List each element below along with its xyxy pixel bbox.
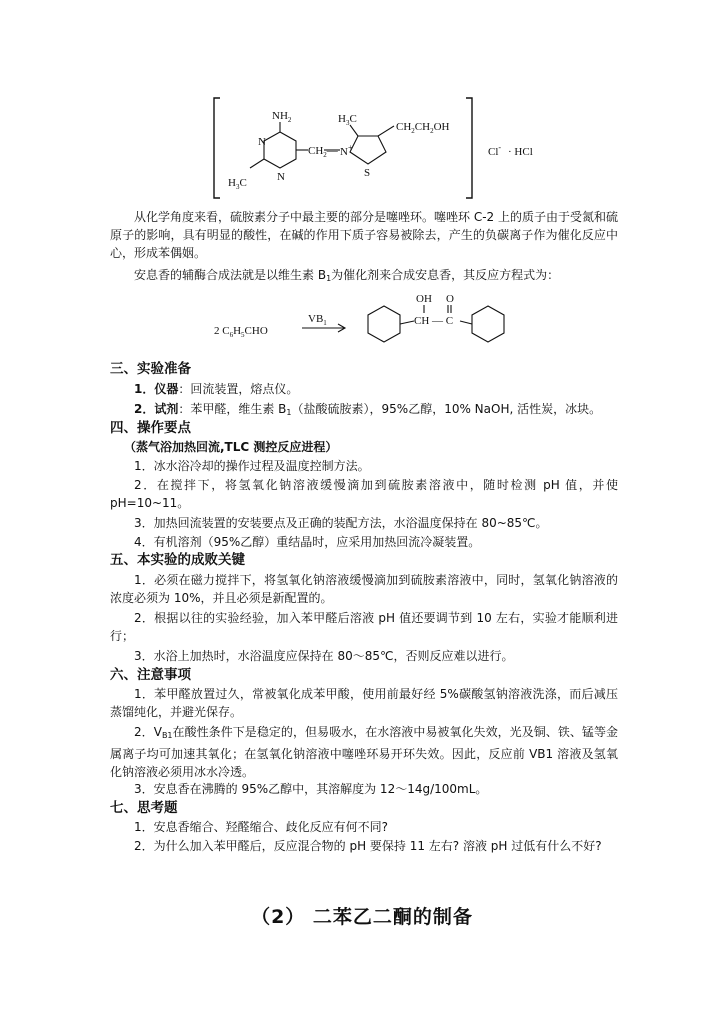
sec4-item-3: 3．加热回流装置的安装要点及正确的装配方法，水浴温度保持在 80~85℃。 — [134, 516, 548, 530]
instruments-label: 1．仪器 — [134, 382, 179, 396]
reagents-post: （盐酸硫胺素），95%乙醇，10% NaOH, 活性炭，冰块。 — [291, 402, 602, 416]
reaction-intro-pre: 安息香的辅酶合成法就是以维生素 B — [134, 268, 327, 282]
sec4-item-4: 4．有机溶剂（95%乙醇）重结晶时，应采用加热回流冷凝装置。 — [134, 535, 481, 549]
reactant-label: 2 $C_6H_5CHO$ — [214, 325, 268, 339]
section-heading-2: （2） 二苯乙二酮的制备 — [251, 906, 473, 928]
chain-label: CH — C — [414, 315, 454, 327]
section-4-title: 四、操作要点 — [110, 420, 191, 436]
sec5-item-2: 2．根据以往的实验经验，加入苯甲醛后溶液 pH 值还要调节到 10 左右，实验才能顺利进行； — [110, 611, 618, 643]
reagents-pre: ：苯甲醛，维生素 B — [178, 402, 287, 416]
instruments-text: ：回流装置，熔点仪。 — [178, 382, 299, 396]
sec7-item-2: 2．为什么加入苯甲醛后，反应混合物的 pH 要保持 11 左右? 溶液 pH 过低有什么不好? — [134, 839, 602, 853]
s-label: S — [364, 167, 371, 179]
thiamine-structure-figure — [200, 92, 560, 204]
h3c-right-label: $H_3C$ — [338, 113, 357, 127]
sec7-item-1: 1．安息香缩合、羟醛缩合、歧化反应有何不同? — [134, 820, 389, 834]
left-bracket — [214, 98, 220, 198]
h3c-left-label: $H_3C$ — [228, 177, 247, 191]
sec6-item-2-rest: 在酸性条件下是稳定的，但易吸水，在水溶液中易被氧化失效，光及铜、铁、锰等金属离子均可加速其氧化；在氢氧化钠溶液中噻唑环易开环失效。因此，反应前 VB1 溶液及氢氧化钠溶液必须用冰水冷透。 — [110, 725, 618, 779]
sec6-item-2-prefix: 2．V — [134, 725, 162, 739]
section-5-title: 五、本实验的成败关键 — [110, 552, 245, 568]
hcl-label: · HCl — [508, 146, 533, 158]
section-7-title: 七、思考题 — [110, 800, 178, 816]
thiazolium-ring — [350, 136, 386, 164]
reaction-intro-sub: 1 — [326, 274, 332, 283]
nh2-label: $NH_2$ — [272, 110, 292, 124]
pyrimidine-ring — [264, 132, 296, 168]
n-plus-label: N+ — [340, 143, 353, 158]
sec4-item-1: 1．冰水浴冷却的操作过程及温度控制方法。 — [134, 459, 370, 473]
reaction-intro-line — [134, 266, 559, 288]
sec4-item-2: 2．在搅拌下，将氢氧化钠溶液缓慢滴加到硫胺素溶液中，随时检测 pH 值，并使pH=10~11。 — [110, 478, 618, 510]
reagents-sub: 1 — [286, 408, 292, 417]
right-bracket — [466, 98, 472, 198]
instruments-line — [134, 380, 298, 398]
phenyl-ring-right — [472, 306, 504, 342]
chloride-label: Cl- — [488, 143, 502, 158]
ch2ch2oh-label: $CH_2CH_2OH$ — [396, 121, 450, 135]
ch2-label: $CH_2—$ — [308, 145, 338, 159]
reagents-label: 2．试剂 — [134, 402, 179, 416]
sec5-item-3: 3．水浴上加热时，水浴温度应保持在 80～85℃，否则反应难以进行。 — [134, 649, 514, 663]
phenyl-ring-left — [368, 306, 400, 342]
carbonyl-o-label: O — [446, 293, 454, 305]
intro-paragraph: 从化学角度来看，硫胺素分子中最主要的部分是噻唑环。噻唑环 C-2 上的质子由于受氮和硫原子的影响，具有明显的酸性，在碱的作用下质子容易被除去，产生的负碳离子作为催化反应中心，形成苯偶姻。 — [110, 210, 618, 260]
section-3-title: 三、实验准备 — [110, 361, 191, 377]
sec6-item-2 — [110, 723, 618, 781]
section-6-title: 六、注意事项 — [110, 667, 191, 683]
n-top-label: N — [258, 136, 266, 148]
sec6-item-3: 3．安息香在沸腾的 95%乙醇中，其溶解度为 12～14g/100mL。 — [134, 782, 488, 796]
catalyst-label: $VB_1$ — [308, 313, 327, 327]
reagents-line — [134, 400, 601, 422]
section-4-subtitle: （蒸气浴加热回流,TLC 测控反应进程） — [124, 440, 338, 454]
benzoin-reaction-figure — [210, 288, 540, 354]
sec6-item-2-sub: B1 — [161, 731, 173, 740]
reaction-intro-post: 为催化剂来合成安息香，其反应方程式为： — [331, 268, 560, 282]
sec5-item-1: 1．必须在磁力搅拌下，将氢氧化钠溶液缓慢滴加到硫胺素溶液中，同时，氢氧化钠溶液的浓度必须为 10%，并且必须是新配置的。 — [110, 573, 618, 605]
sec6-item-1: 1．苯甲醛放置过久，常被氧化成苯甲酸，使用前最好经 5%碳酸氢钠溶液洗涤，而后减压蒸馏纯化，并避光保存。 — [110, 687, 618, 719]
n-bottom-label: N — [277, 171, 285, 183]
oh-label: OH — [416, 293, 432, 305]
